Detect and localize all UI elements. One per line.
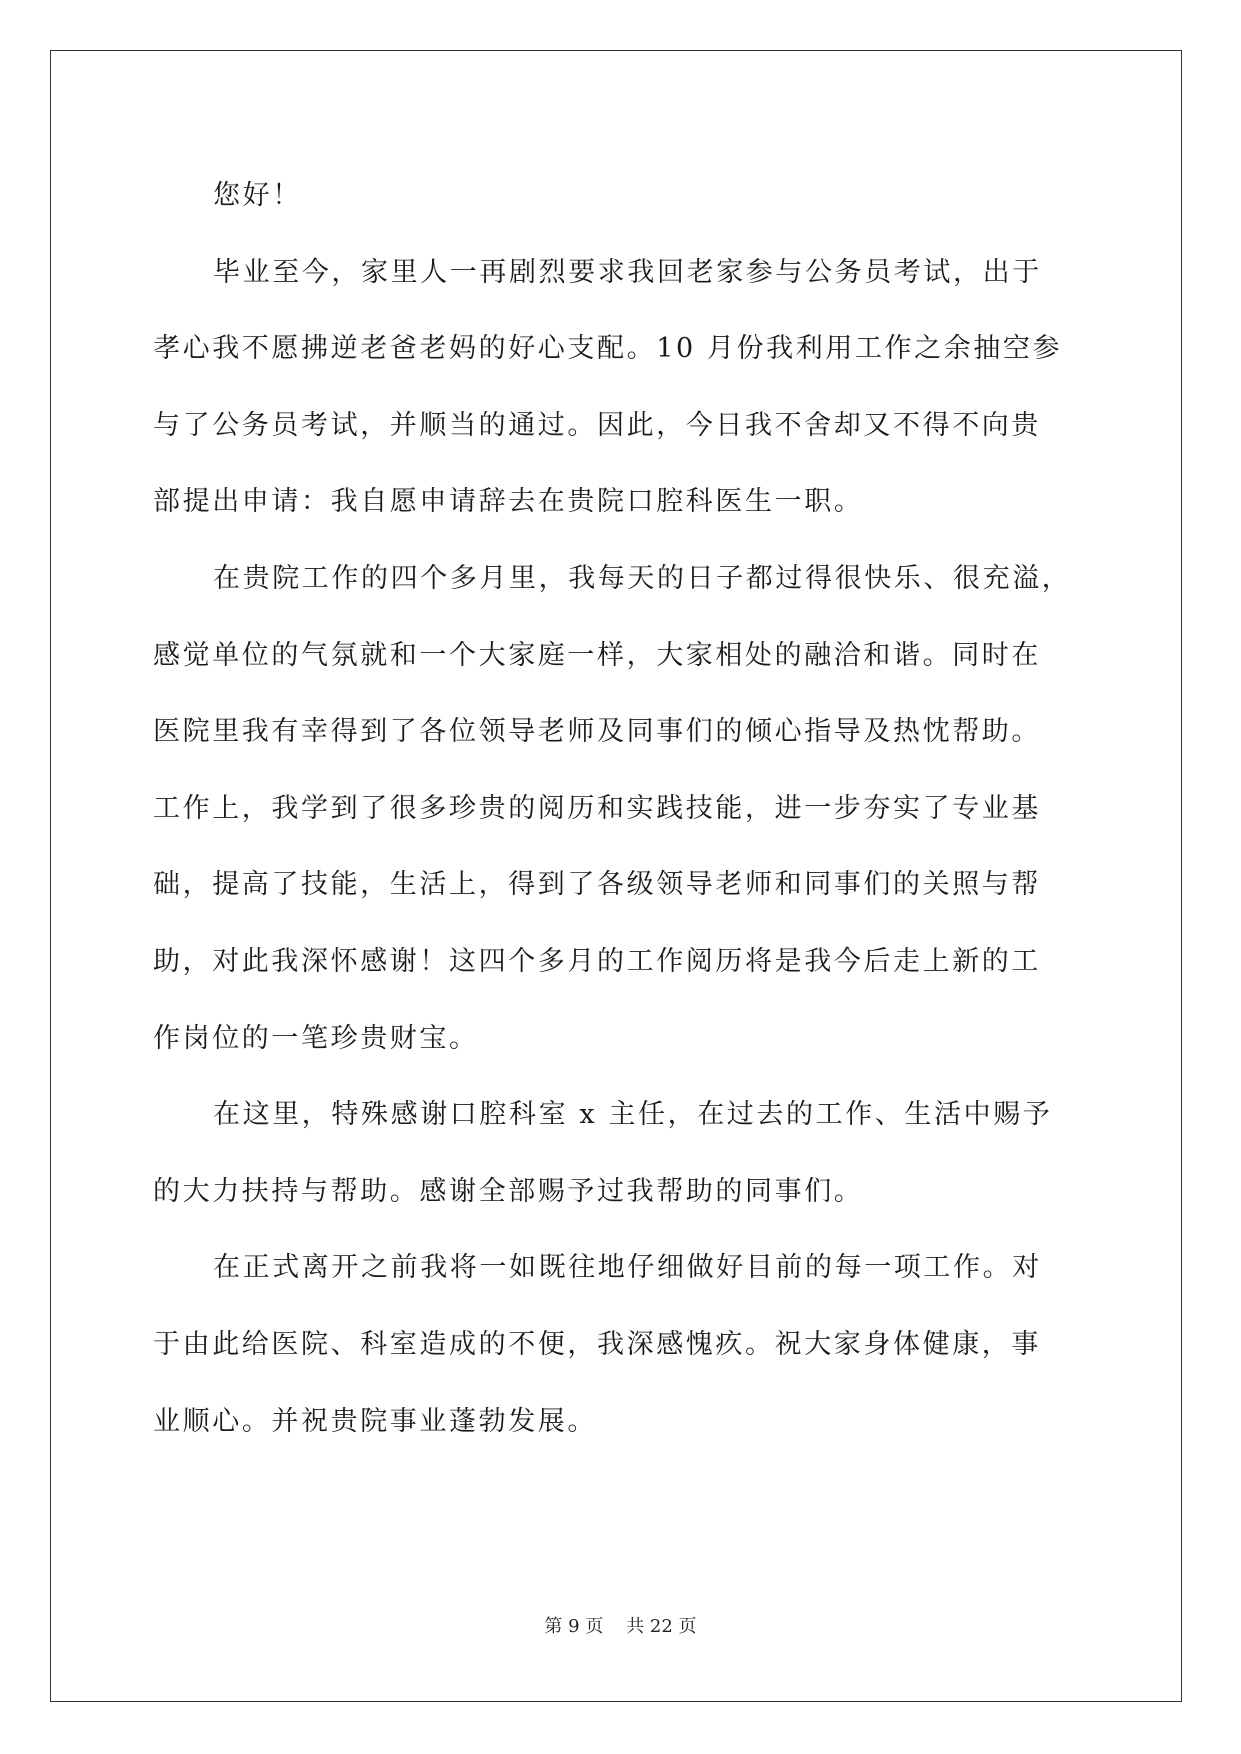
text-line: 您好！ [213,180,302,211]
text-line: 医院里我有幸得到了各位领导老师及同事们的倾心指导及热忱帮助。 [153,716,1041,748]
text-line: 于由此给医院、科室造成的不便，我深感愧疚。祝大家身体健康，事 [153,1328,1041,1360]
text-line: 感觉单位的气氛就和一个大家庭一样，大家相处的融洽和谐。同时在 [153,639,1041,671]
page-number-text: 第 9 页 共 22 页 [544,1616,697,1637]
text-line: 的大力扶持与帮助。感谢全部赐予过我帮助的同事们。 [153,1175,864,1207]
text-line: 业顺心。并祝贵院事业蓬勃发展。 [153,1405,597,1437]
text-line: 工作上，我学到了很多珍贵的阅历和实践技能，进一步夯实了专业基 [153,792,1041,824]
text-line: 孝心我不愿拂逆老爸老妈的好心支配。10 月份我利用工作之余抽空参 [153,333,1063,365]
text-line: 毕业至今，家里人一再剧烈要求我回老家参与公务员考试，出于 [213,256,1042,288]
text-line: 在正式离开之前我将一如既往地仔细做好目前的每一项工作。对 [213,1252,1042,1284]
text-line: 础，提高了技能，生活上，得到了各级领导老师和同事们的关照与帮 [153,869,1041,901]
text-line: 部提出申请：我自愿申请辞去在贵院口腔科医生一职。 [153,486,864,518]
text-line: 助，对此我深怀感谢！这四个多月的工作阅历将是我今后走上新的工 [153,945,1041,977]
text-line: 作岗位的一笔珍贵财宝。 [153,1022,479,1054]
page-number-footer [0,1612,1241,1638]
text-line: 在这里，特殊感谢口腔科室 x 主任，在过去的工作、生活中赐予 [213,1099,1053,1131]
letter-body [153,158,1093,1460]
text-line: 与了公务员考试，并顺当的通过。因此，今日我不舍却又不得不向贵 [153,409,1041,441]
text-line: 在贵院工作的四个多月里，我每天的日子都过得很快乐、很充溢， [213,562,1072,594]
